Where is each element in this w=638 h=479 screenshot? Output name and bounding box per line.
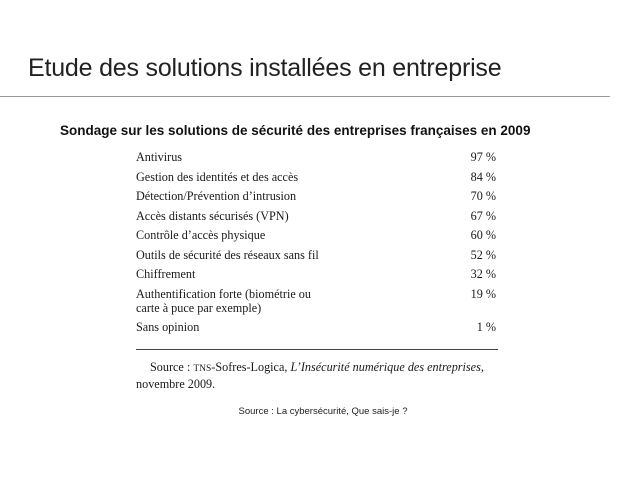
source-org-rest: -Sofres-Logica, — [211, 360, 291, 374]
slide-subtitle: Sondage sur les solutions de sécurité des entreprises françaises en 2009 — [60, 123, 531, 138]
survey-row — [136, 150, 498, 164]
survey-row — [136, 267, 498, 281]
survey-row — [136, 209, 498, 223]
survey-row — [136, 320, 498, 334]
survey-row-value: 19 % — [470, 286, 496, 301]
survey-row-label: Authentification forte (biométrie ou carte à puce par exemple) — [136, 286, 311, 315]
survey-row-value: 97 % — [470, 150, 496, 164]
survey-row-label: Accès distants sécurisés (VPN) — [136, 208, 289, 223]
survey-row-label: Gestion des identités et des accès — [136, 169, 299, 184]
survey-row-value: 70 % — [470, 189, 496, 203]
slide-title: Etude des solutions installées en entreprise — [28, 54, 502, 82]
survey-table — [136, 150, 498, 340]
source-org-smallcaps: TNS — [193, 364, 212, 374]
survey-row-label: Contrôle d’accès physique — [136, 228, 266, 242]
survey-row-value: 32 % — [470, 267, 496, 281]
table-bottom-rule — [136, 349, 498, 350]
survey-row-label: Chiffrement — [136, 267, 196, 281]
title-divider — [0, 96, 610, 97]
survey-row — [136, 189, 498, 203]
source-date: , novembre 2009. — [136, 360, 484, 391]
survey-row-value: 84 % — [470, 169, 496, 184]
survey-row-label: Antivirus — [136, 150, 183, 164]
source-prefix: Source : — [150, 360, 194, 374]
survey-row-value: 67 % — [470, 208, 496, 223]
survey-row-label: Détection/Prévention d’intrusion — [136, 189, 297, 203]
survey-row-label: Outils de sécurité des réseaux sans fil — [136, 247, 319, 262]
survey-row — [136, 228, 498, 242]
survey-source-note — [136, 360, 502, 392]
survey-row-value: 60 % — [470, 228, 496, 242]
survey-row — [136, 248, 498, 262]
source-title: L’Insécurité numérique des entreprises — [290, 360, 481, 374]
survey-row-label: Sans opinion — [136, 320, 200, 334]
survey-row — [136, 287, 498, 315]
survey-row-value: 1 % — [476, 320, 496, 334]
slide-caption: Source : La cybersécurité, Que sais-je ? — [238, 406, 408, 417]
survey-row — [136, 170, 498, 184]
survey-row-value: 52 % — [470, 247, 496, 262]
